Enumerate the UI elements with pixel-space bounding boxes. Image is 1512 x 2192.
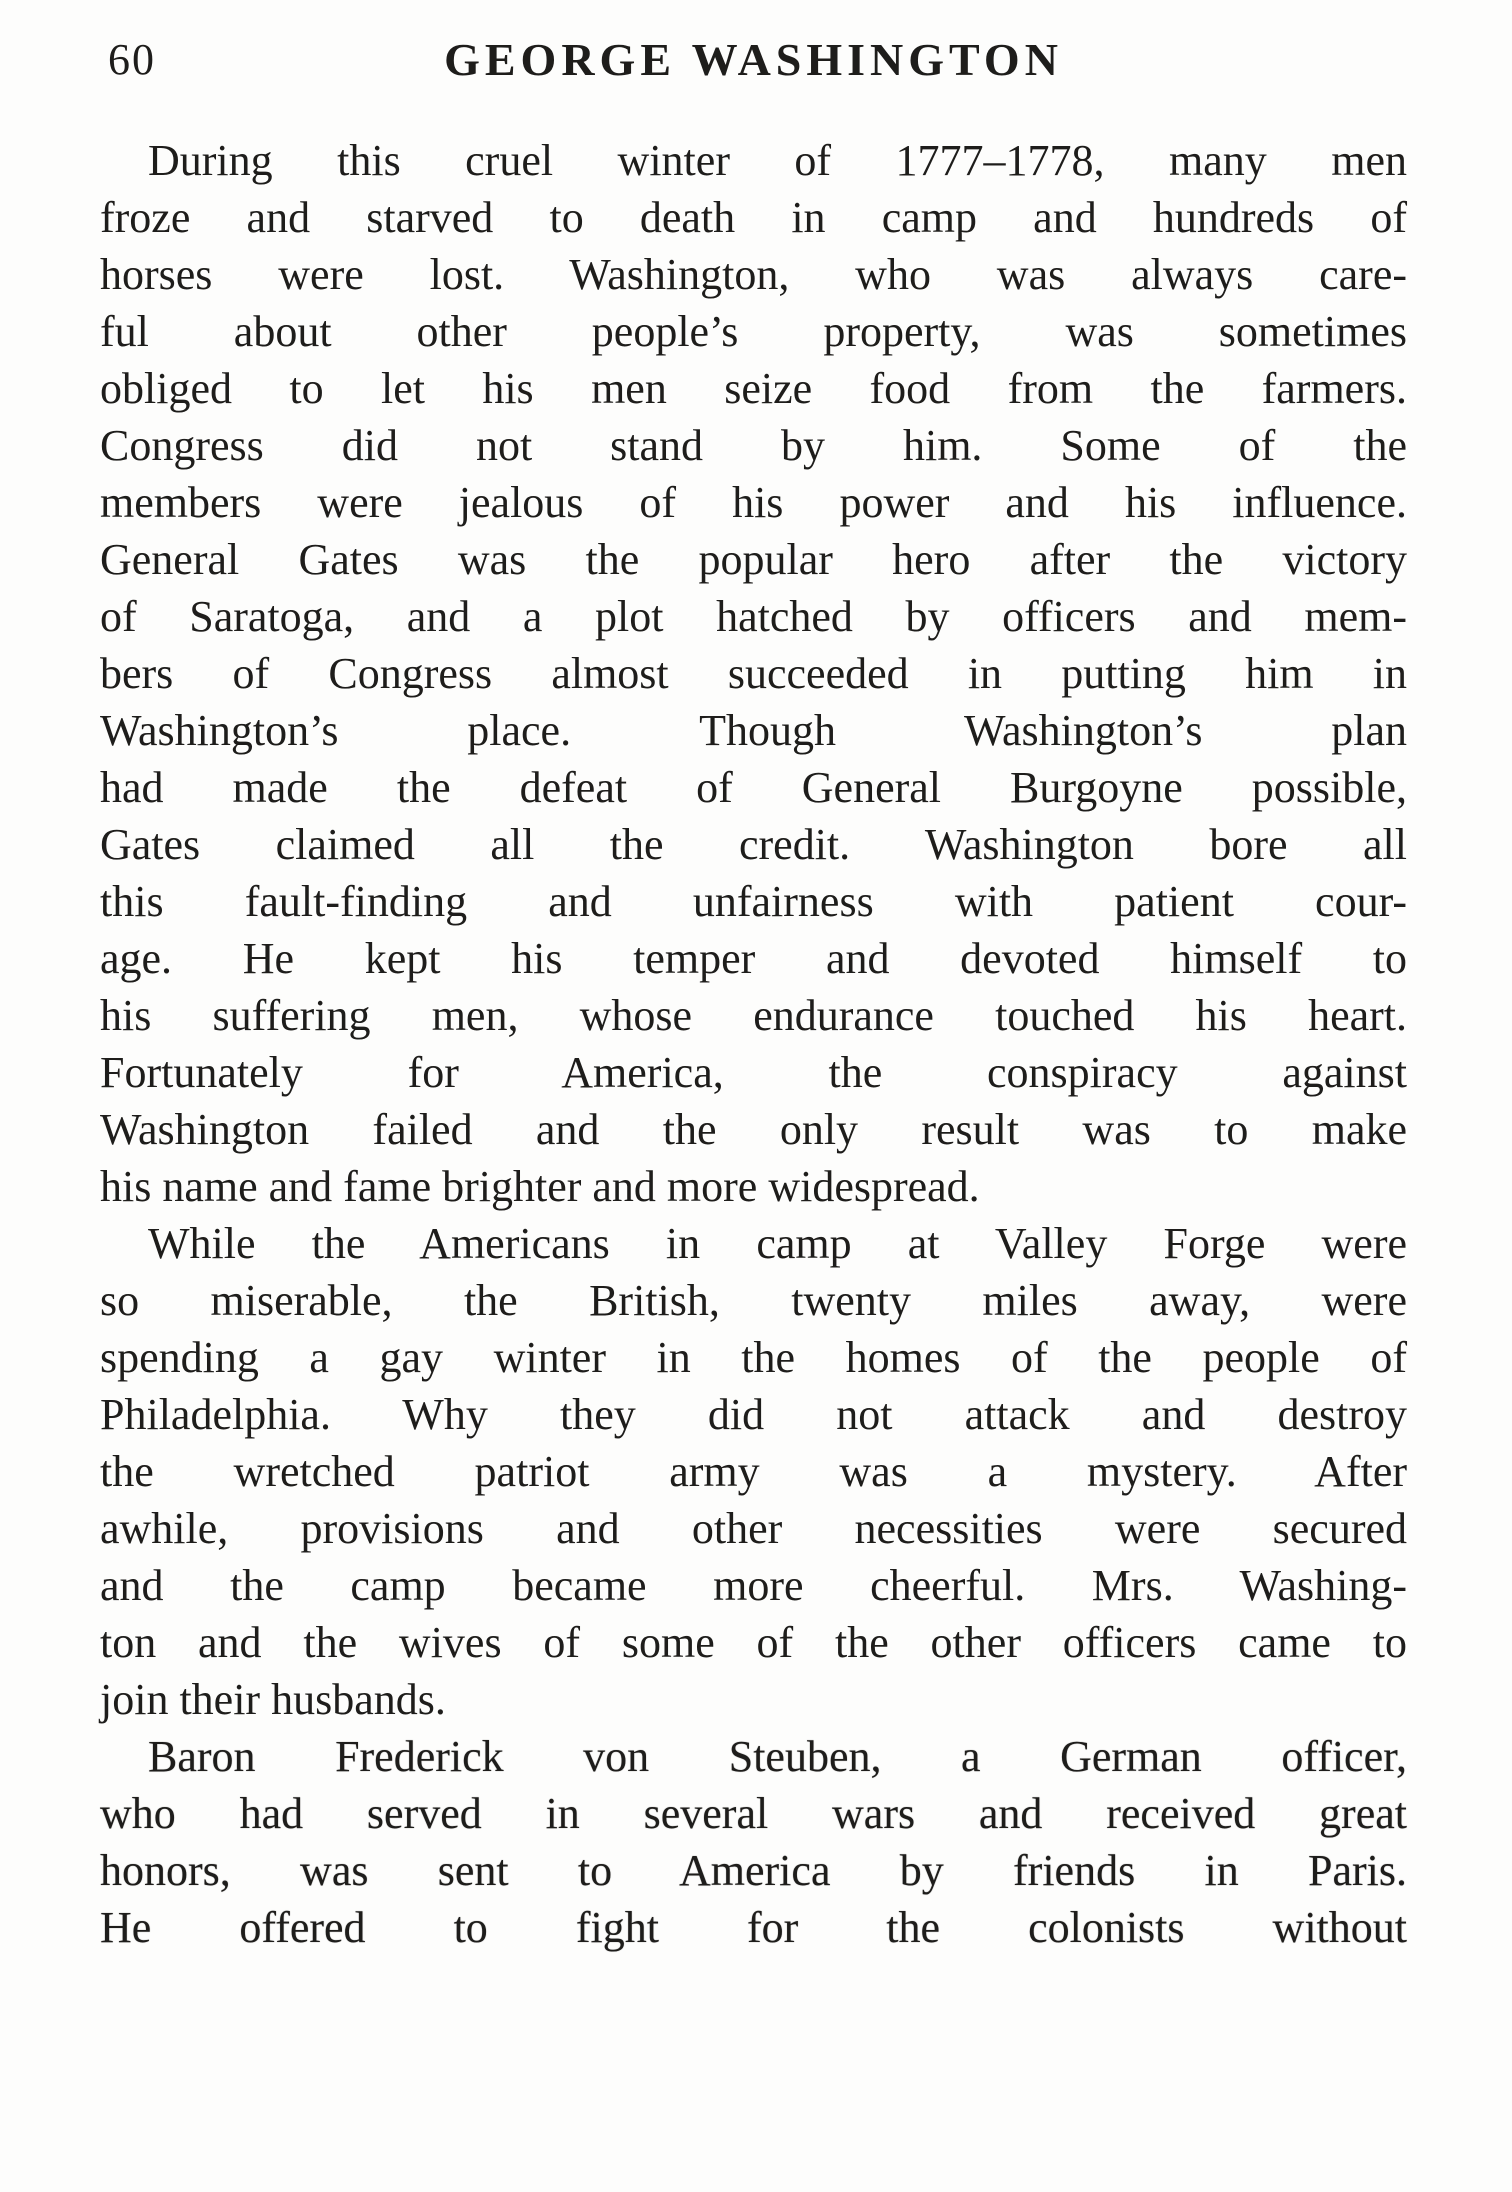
text-line: spending a gay winter in the homes of the people of — [100, 1333, 1407, 1382]
text-line: the wretched patriot army was a mystery. After — [100, 1447, 1407, 1496]
text-line: He offered to fight for the colonists without — [100, 1903, 1407, 1952]
text-line: During this cruel winter of 1777–1778, many men — [148, 136, 1407, 185]
text-line: ton and the wives of some of the other officers came to — [100, 1618, 1407, 1667]
text-line: so miserable, the British, twenty miles away, were — [100, 1276, 1407, 1325]
text-line: his suffering men, whose endurance touched his heart. — [100, 991, 1407, 1040]
text-line: bers of Congress almost succeeded in putting him in — [100, 649, 1407, 698]
text-line: of Saratoga, and a plot hatched by officers and mem- — [100, 592, 1407, 641]
text-line: Congress did not stand by him. Some of the — [100, 421, 1407, 470]
page-number: 60 — [108, 35, 156, 84]
text-line: this fault-finding and unfairness with patient cour- — [100, 877, 1407, 926]
text-line: age. He kept his temper and devoted himself to — [100, 934, 1407, 983]
text-line: had made the defeat of General Burgoyne possible, — [100, 763, 1407, 812]
text-line: join their husbands. — [100, 1675, 446, 1724]
paragraph — [100, 1728, 1407, 1956]
text-line: froze and starved to death in camp and hundreds of — [100, 193, 1407, 242]
paragraph — [100, 1215, 1407, 1728]
text-line: and the camp became more cheerful. Mrs. Washing- — [100, 1561, 1407, 1610]
text-line: Washington’s place. Though Washington’s plan — [100, 706, 1407, 755]
text-line: awhile, provisions and other necessities were secured — [100, 1504, 1407, 1553]
text-line: Washington failed and the only result was to make — [100, 1105, 1407, 1154]
text-line: Philadelphia. Why they did not attack and destroy — [100, 1390, 1407, 1439]
text-line: Fortunately for America, the conspiracy against — [100, 1048, 1407, 1097]
text-line: General Gates was the popular hero after the victory — [100, 535, 1407, 584]
text-line: obliged to let his men seize food from the farmers. — [100, 364, 1407, 413]
page-header — [100, 30, 1407, 96]
paragraph — [100, 132, 1407, 1215]
text-line: honors, was sent to America by friends in Paris. — [100, 1846, 1407, 1895]
text-line: ful about other people’s property, was sometimes — [100, 307, 1407, 356]
text-line: Gates claimed all the credit. Washington bore all — [100, 820, 1407, 869]
body-text — [100, 132, 1407, 1956]
text-line: who had served in several wars and received great — [100, 1789, 1407, 1838]
text-line: members were jealous of his power and his influence. — [100, 478, 1407, 527]
text-line: his name and fame brighter and more widespread. — [100, 1162, 980, 1211]
text-line: Baron Frederick von Steuben, a German officer, — [148, 1732, 1407, 1781]
text-line: horses were lost. Washington, who was always care- — [100, 250, 1407, 299]
text-line: While the Americans in camp at Valley Forge were — [148, 1219, 1407, 1268]
running-title: GEORGE WASHINGTON — [444, 34, 1063, 85]
